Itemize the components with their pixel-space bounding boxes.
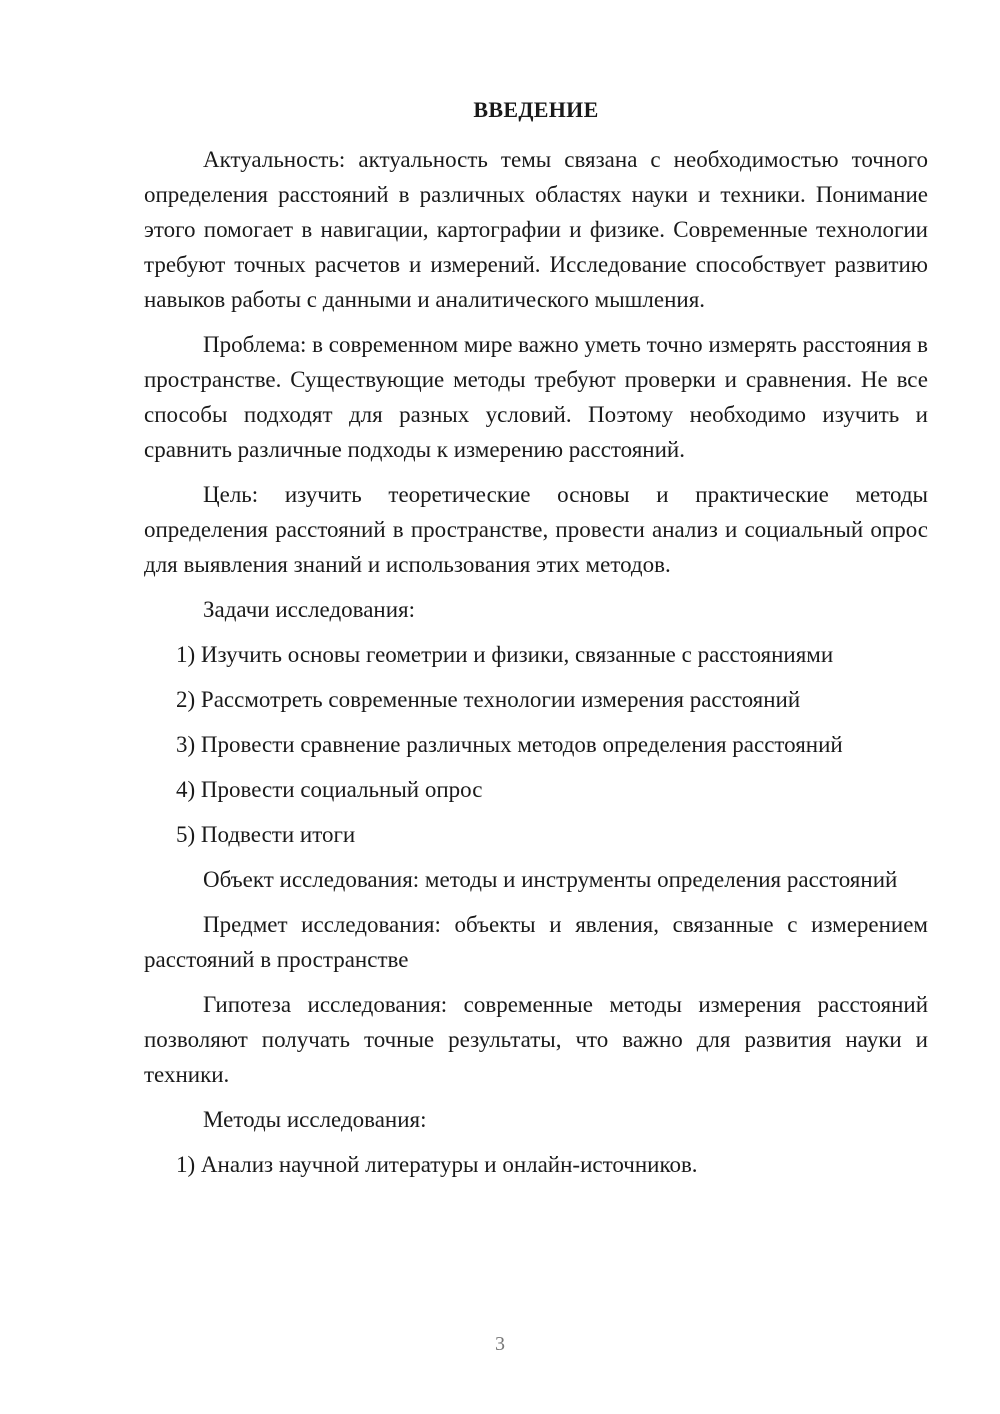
page-title: ВВЕДЕНИЕ — [473, 97, 599, 122]
methods-list — [144, 1147, 928, 1182]
object-paragraph: Объект исследования: методы и инструменты определения расстояний — [203, 867, 898, 892]
list-item: 1) Анализ научной литературы и онлайн-источников. — [176, 1152, 698, 1177]
subject-paragraph: Предмет исследования: объекты и явления, связанные с измерением расстояний в пространстве — [144, 912, 928, 972]
list-item: 5) Подвести итоги — [176, 822, 356, 847]
hypothesis-paragraph: Гипотеза исследования: современные методы измерения расстояний позволяют получать точные результаты, что важно для развития науки и техники. — [144, 992, 928, 1087]
list-item: 3) Провести сравнение различных методов определения расстояний — [176, 732, 843, 757]
page-number: 3 — [495, 1333, 505, 1355]
problem-paragraph: Проблема: в современном мире важно уметь точно измерять расстояния в пространстве. Существующие методы требуют проверки и сравнения. Не все способы подходят для разных условий. Поэтому необходимо изучить и сравнить различные подходы к измерению расстояний. — [144, 332, 928, 462]
relevance-paragraph: Актуальность: актуальность темы связана с необходимостью точного определения расстояний в различных областях науки и техники. Понимание этого помогает в навигации, картографии и физике. Современные технологии требуют точных расчетов и измерений. Исследование способствует развитию навыков работы с данными и аналитического мышления. — [144, 147, 928, 312]
list-item: 1) Изучить основы геометрии и физики, связанные с расстояниями — [176, 642, 834, 667]
list-item: 2) Рассмотреть современные технологии измерения расстояний — [176, 687, 801, 712]
methods-heading: Методы исследования: — [203, 1107, 427, 1132]
tasks-list — [144, 637, 928, 852]
tasks-heading: Задачи исследования: — [203, 597, 416, 622]
goal-paragraph: Цель: изучить теоретические основы и практические методы определения расстояний в пространстве, провести анализ и социальный опрос для выявления знаний и использования этих методов. — [144, 482, 928, 577]
list-item: 4) Провести социальный опрос — [176, 777, 483, 802]
document-page — [144, 94, 928, 1192]
